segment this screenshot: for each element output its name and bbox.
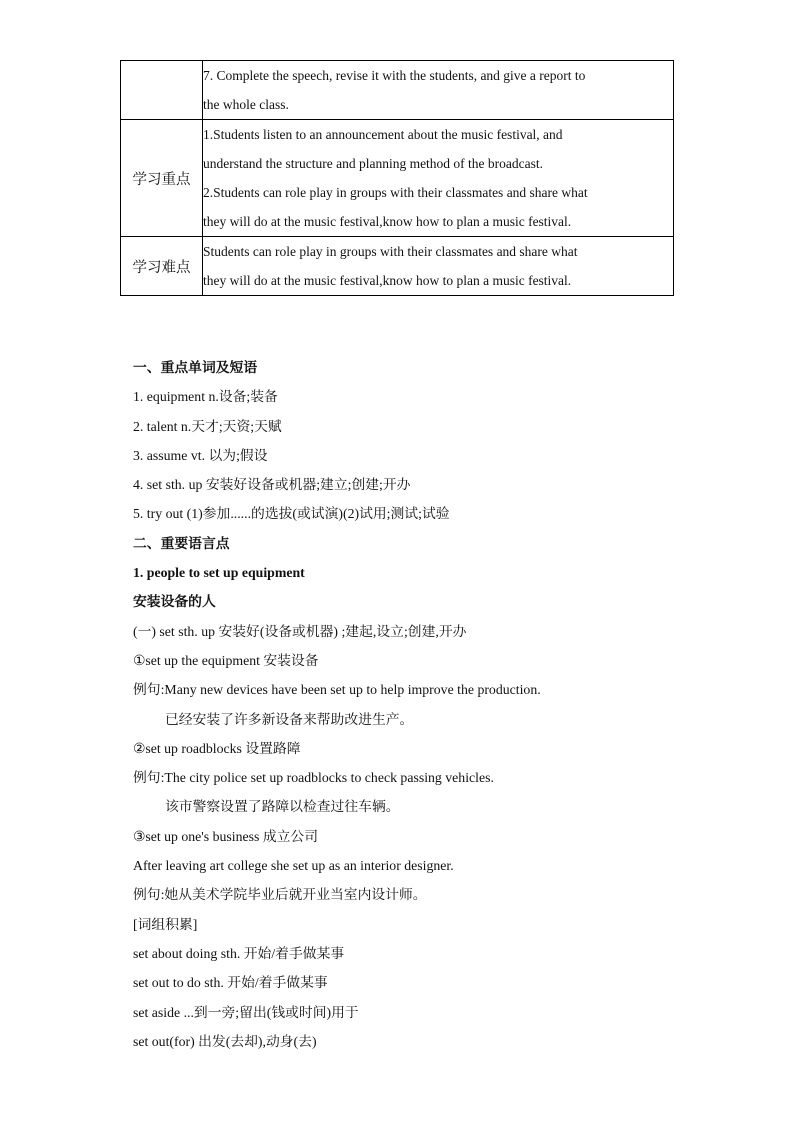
row-heading: [121, 61, 203, 120]
section-heading: 二、重要语言点: [133, 535, 230, 551]
text-line: 例句:The city police set up roadblocks to check passing vehicles.: [133, 770, 494, 786]
notes-content: [133, 353, 693, 1056]
text-line: (一) set sth. up 安装好(设备或机器) ;建起,设立;创建,开办: [133, 623, 467, 639]
text-line: 该市警察设置了路障以检查过往车辆。: [165, 799, 400, 815]
text-line: 例句:Many new devices have been set up to help improve the production.: [133, 682, 541, 698]
table-row: [121, 120, 674, 237]
text-line: 2. talent n.天才;天资;天赋: [133, 418, 282, 434]
text-line: 例句:她从美术学院毕业后就开业当室内设计师。: [133, 887, 427, 903]
text-line: [词组积累]: [133, 916, 198, 932]
text-line: ①set up the equipment 安装设备: [133, 652, 319, 668]
row-heading: 学习重点: [121, 120, 203, 237]
text-line: set aside ...到一旁;留出(钱或时间)用于: [133, 1004, 359, 1020]
row-content-line: 2.Students can role play in groups with their classmates and share what: [203, 185, 588, 200]
row-content: [203, 120, 674, 237]
row-content-line: understand the structure and planning method of the broadcast.: [203, 156, 544, 171]
row-content-line: the whole class.: [203, 97, 289, 112]
lesson-table: [120, 60, 674, 296]
text-line: After leaving art college she set up as an interior designer.: [133, 858, 454, 874]
text-line: 5. try out (1)参加......的选拔(或试演)(2)试用;测试;试验: [133, 506, 450, 522]
text-line: ③set up one's business 成立公司: [133, 828, 319, 844]
text-line: 3. assume vt. 以为;假设: [133, 447, 268, 463]
section-heading: 1. people to set up equipment: [133, 565, 305, 581]
table-row: [121, 237, 674, 296]
text-line: set out(for) 出发(去却),动身(去): [133, 1033, 317, 1049]
text-line: set about doing sth. 开始/着手做某事: [133, 945, 345, 961]
row-content: [203, 237, 674, 296]
row-content: [203, 61, 674, 120]
row-content-line: 7. Complete the speech, revise it with the students, and give a report to: [203, 68, 586, 83]
row-content-line: they will do at the music festival,know how to plan a music festival.: [203, 214, 572, 229]
row-heading: 学习难点: [121, 237, 203, 296]
row-content-line: Students can role play in groups with their classmates and share what: [203, 244, 578, 259]
text-line: ②set up roadblocks 设置路障: [133, 740, 301, 756]
text-line: 4. set sth. up 安装好设备或机器;建立;创建;开办: [133, 477, 411, 493]
text-line: set out to do sth. 开始/着手做某事: [133, 975, 328, 991]
text-line: 已经安装了许多新设备来帮助改进生产。: [165, 711, 414, 727]
row-content-line: 1.Students listen to an announcement about the music festival, and: [203, 127, 563, 142]
section-heading: 一、重点单词及短语: [133, 360, 258, 375]
row-content-line: they will do at the music festival,know how to plan a music festival.: [203, 273, 572, 288]
lesson-table-body: [121, 61, 674, 296]
section-heading: 安装设备的人: [133, 594, 216, 610]
table-row: [121, 61, 674, 120]
text-line: 1. equipment n.设备;装备: [133, 389, 278, 405]
